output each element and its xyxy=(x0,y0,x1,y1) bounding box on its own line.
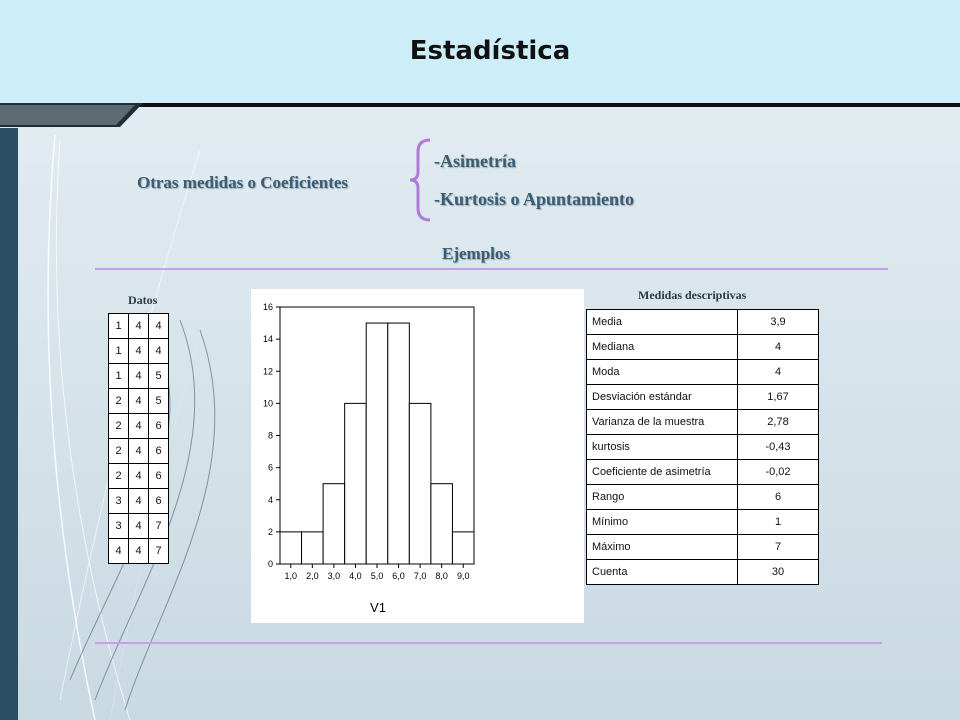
medidas-value-cell: -0,02 xyxy=(738,460,819,485)
medidas-row xyxy=(587,485,819,510)
histogram-svg xyxy=(251,289,584,623)
histogram-bar xyxy=(280,532,302,564)
datos-cell: 4 xyxy=(129,439,149,464)
histogram-bar xyxy=(388,323,410,564)
medidas-row xyxy=(587,360,819,385)
other-measures-label: Otras medidas o Coeficientes xyxy=(137,173,349,192)
y-tick-label: 6 xyxy=(267,462,273,473)
datos-row xyxy=(109,539,169,564)
datos-row xyxy=(109,389,169,414)
medidas-label-cell: Varianza de la muestra xyxy=(587,410,738,435)
histogram-bar xyxy=(366,323,388,564)
histogram-bar xyxy=(409,403,431,564)
datos-cell: 1 xyxy=(109,339,129,364)
datos-row xyxy=(109,364,169,389)
datos-cell: 4 xyxy=(129,314,149,339)
datos-cell: 1 xyxy=(109,364,129,389)
histogram-bar xyxy=(345,403,367,564)
y-tick-label: 4 xyxy=(267,494,273,505)
x-tick-label: 5,0 xyxy=(370,571,384,581)
medidas-label-cell: Rango xyxy=(587,485,738,510)
datos-cell: 3 xyxy=(109,489,129,514)
y-tick-label: 14 xyxy=(262,334,273,345)
curly-brace-decoration xyxy=(408,137,434,223)
datos-row xyxy=(109,439,169,464)
asymmetry-item: -Asimetría xyxy=(434,151,516,171)
medidas-title: Medidas descriptivas xyxy=(638,288,747,302)
histogram-bar xyxy=(323,484,345,564)
x-tick-label: 6,0 xyxy=(392,571,405,581)
medidas-row xyxy=(587,335,819,360)
medidas-row xyxy=(587,535,819,560)
medidas-value-cell: 4 xyxy=(738,335,819,360)
medidas-value-cell: 1,67 xyxy=(738,385,819,410)
medidas-label-cell: Coeficiente de asimetría xyxy=(587,460,738,485)
medidas-row xyxy=(587,385,819,410)
x-tick-label: 4,0 xyxy=(349,571,362,581)
medidas-label-cell: Moda xyxy=(587,360,738,385)
header-swoosh-decoration xyxy=(0,103,150,129)
datos-cell: 4 xyxy=(149,339,169,364)
y-tick-label: 2 xyxy=(267,526,273,537)
y-tick-label: 10 xyxy=(262,398,273,409)
datos-cell: 4 xyxy=(129,489,149,514)
medidas-row xyxy=(587,410,819,435)
datos-row xyxy=(109,339,169,364)
x-tick-label: 1,0 xyxy=(284,571,298,581)
datos-row xyxy=(109,514,169,539)
datos-cell: 4 xyxy=(149,314,169,339)
y-tick-label: 12 xyxy=(262,366,273,377)
x-tick-label: 2,0 xyxy=(306,571,319,581)
medidas-value-cell: 2,78 xyxy=(738,410,819,435)
page-title: Estadística xyxy=(409,36,571,66)
datos-cell: 2 xyxy=(109,414,129,439)
datos-cell: 5 xyxy=(149,389,169,414)
header-banner xyxy=(0,0,960,103)
datos-cell: 4 xyxy=(129,414,149,439)
medidas-label-cell: Cuenta xyxy=(587,560,738,585)
datos-cell: 2 xyxy=(109,439,129,464)
datos-cell: 4 xyxy=(129,464,149,489)
left-accent-bar xyxy=(0,128,18,720)
medidas-row xyxy=(587,510,819,535)
datos-cell: 7 xyxy=(149,514,169,539)
datos-row xyxy=(109,314,169,339)
x-tick-label: 9,0 xyxy=(456,571,470,581)
medidas-label-cell: kurtosis xyxy=(587,435,738,460)
y-tick-label: 0 xyxy=(267,559,273,569)
datos-cell: 4 xyxy=(129,539,149,564)
top-divider-line xyxy=(95,268,888,270)
histogram-bar xyxy=(431,484,453,564)
x-tick-label: 8,0 xyxy=(435,571,448,581)
medidas-label-cell: Media xyxy=(587,310,738,335)
medidas-value-cell: 3,9 xyxy=(738,310,819,335)
medidas-table xyxy=(586,309,819,585)
histogram-bar xyxy=(452,532,474,564)
datos-cell: 6 xyxy=(149,439,169,464)
datos-cell: 4 xyxy=(109,539,129,564)
datos-cell: 6 xyxy=(149,464,169,489)
medidas-row xyxy=(587,460,819,485)
datos-cell: 7 xyxy=(149,539,169,564)
datos-cell: 1 xyxy=(109,314,129,339)
datos-row xyxy=(109,414,169,439)
y-tick-label: 16 xyxy=(262,302,273,312)
medidas-row xyxy=(587,310,819,335)
medidas-value-cell: 1 xyxy=(738,510,819,535)
histogram-chart xyxy=(251,289,584,623)
datos-cell: 5 xyxy=(149,364,169,389)
x-axis-label: V1 xyxy=(370,600,386,615)
bottom-divider-line xyxy=(95,642,882,644)
datos-cell: 3 xyxy=(109,514,129,539)
kurtosis-item: -Kurtosis o Apuntamiento xyxy=(434,189,635,209)
datos-cell: 4 xyxy=(129,389,149,414)
datos-table xyxy=(108,313,169,564)
datos-cell: 2 xyxy=(109,464,129,489)
medidas-label-cell: Desviación estándar xyxy=(587,385,738,410)
medidas-row xyxy=(587,435,819,460)
medidas-value-cell: 7 xyxy=(738,535,819,560)
medidas-value-cell: 6 xyxy=(738,485,819,510)
medidas-label-cell: Mínimo xyxy=(587,510,738,535)
datos-cell: 2 xyxy=(109,389,129,414)
datos-cell: 6 xyxy=(149,414,169,439)
medidas-label-cell: Mediana xyxy=(587,335,738,360)
datos-cell: 4 xyxy=(129,339,149,364)
datos-row xyxy=(109,464,169,489)
datos-row xyxy=(109,489,169,514)
medidas-value-cell: 30 xyxy=(738,560,819,585)
datos-title: Datos xyxy=(128,293,158,307)
histogram-bar xyxy=(302,532,324,564)
datos-cell: 4 xyxy=(129,364,149,389)
medidas-row xyxy=(587,560,819,585)
y-tick-label: 8 xyxy=(267,430,273,441)
datos-cell: 4 xyxy=(129,514,149,539)
medidas-value-cell: -0,43 xyxy=(738,435,819,460)
x-tick-label: 3,0 xyxy=(327,571,341,581)
examples-title: Ejemplos xyxy=(442,244,510,263)
medidas-value-cell: 4 xyxy=(738,360,819,385)
datos-cell: 6 xyxy=(149,489,169,514)
x-tick-label: 7,0 xyxy=(413,571,427,581)
medidas-label-cell: Máximo xyxy=(587,535,738,560)
